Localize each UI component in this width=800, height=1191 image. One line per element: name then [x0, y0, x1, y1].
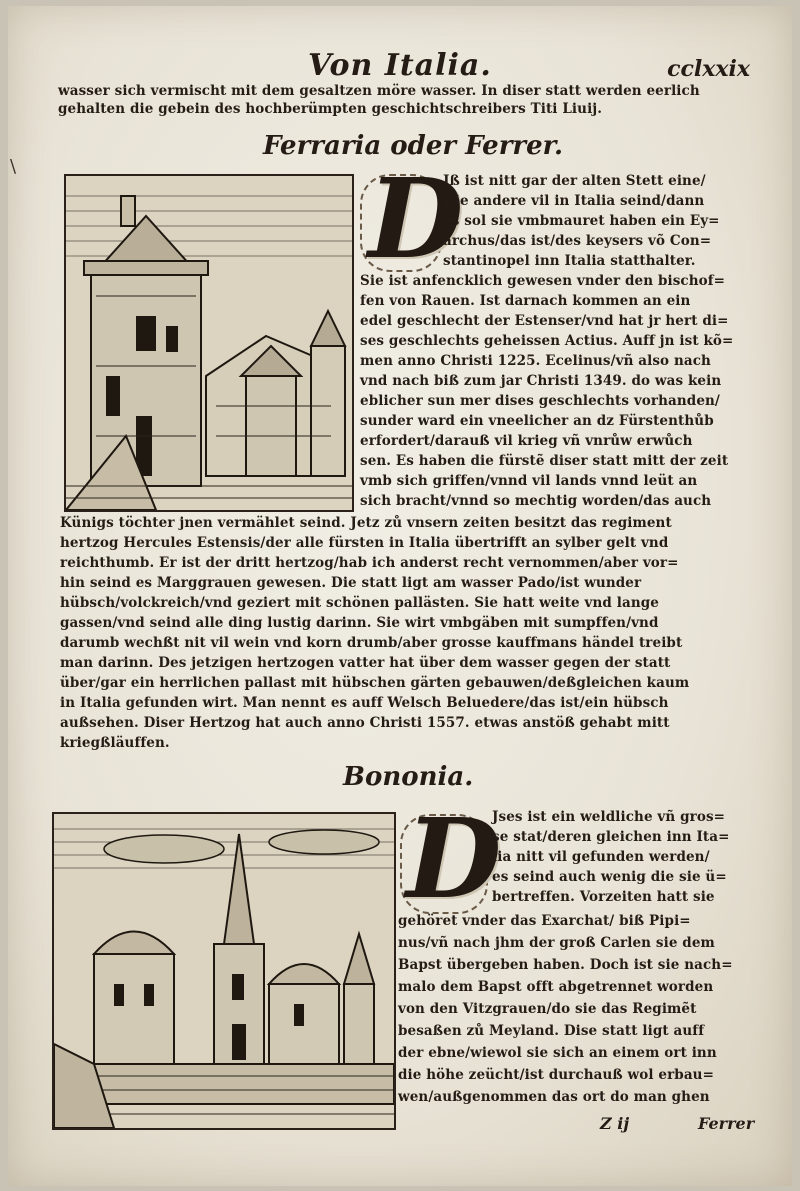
text-line: hertzog Hercules Estensis/der alle fürsten in Italia übertrifft an sylber gelt vnd	[60, 535, 669, 551]
drop-cap-ferraria: D	[368, 154, 464, 283]
page-running-title: Von Italia.	[308, 48, 492, 83]
text-line: besaßen zů Meyland. Dise statt ligt auff	[398, 1023, 705, 1039]
woodcut-ferraria	[64, 174, 354, 512]
text-line: nus/vñ nach jhm der groß Carlen sie dem	[398, 935, 715, 951]
text-line: erfordert/darauß vil krieg vñ vnrůw erwůch	[360, 433, 693, 449]
text-line: der ebne/wiewol sie sich an einem ort inn	[398, 1045, 717, 1061]
text-line: darumb wechßt nit vil wein vnd korn drumb/aber grosse kauffmans händel treibt	[60, 635, 683, 651]
text-line: es seind auch wenig die sie ü=	[492, 869, 727, 885]
text-line: über/gar ein herrlichen pallast mit hübschen gärten gebauwen/deßgleichen kaum	[60, 675, 690, 691]
text-line: stantinopel inn Italia statthalter.	[443, 253, 696, 269]
text-line: archus/das ist/des keysers võ Con=	[443, 233, 712, 249]
text-line: man darinn. Des jetzigen hertzogen vatter hat über dem wasser gegen der statt	[60, 655, 671, 671]
text-line: Künigs töchter jnen vermählet seind. Jetz zů vnsern zeiten besitzt das regiment	[60, 515, 672, 531]
text-line: Jses ist ein weldliche vñ gros=	[492, 809, 726, 825]
woodcut-ferraria-illustration	[66, 176, 352, 510]
text-line: men anno Christi 1225. Ecelinus/vñ also nach	[360, 353, 711, 369]
text-line: gehöret vnder das Exarchat/ biß Pipi=	[398, 913, 691, 929]
text-line: von den Vitzgrauen/do sie das Regimẽt	[398, 1001, 697, 1017]
text-line: hin seind es Marggrauen gewesen. Die statt ligt am wasser Pado/ist wunder	[60, 575, 642, 591]
text-line: in Italia gefunden wirt. Man nennt es auff Welsch Beluedere/das ist/ein hübsch	[60, 695, 669, 711]
text-line: malo dem Bapst offt abgetrennet worden	[398, 979, 714, 995]
text-line: sen. Es haben die fürstẽ diser statt mitt der zeit	[360, 453, 729, 469]
woodcut-bononia-illustration	[54, 814, 394, 1128]
text-line: eblicher sun mer dises geschlechts vorhanden/	[360, 393, 720, 409]
text-line: Bapst übergeben haben. Doch ist sie nach=	[398, 957, 733, 973]
folio-number: cclxxix	[667, 56, 750, 82]
book-page	[8, 6, 792, 1186]
text-line: edel geschlecht der Estenser/vnd hat jr hert di=	[360, 313, 729, 329]
margin-mark: \	[10, 156, 17, 177]
intro-line: wasser sich vermischt mit dem gesaltzen möre wasser. In diser statt werden eerlich	[58, 83, 700, 99]
section-title-bononia: Bononia.	[343, 762, 474, 792]
text-line: die höhe zeücht/ist durchauß wol erbau=	[398, 1067, 715, 1083]
text-line: kriegßläuffen.	[60, 735, 170, 751]
text-line: hübsch/volckreich/vnd geziert mit schönen pallästen. Sie hatt weite vnd lange	[60, 595, 659, 611]
text-line: lia nitt vil gefunden werden/	[492, 849, 710, 865]
text-line: Jß ist nitt gar der alten Stett eine/	[443, 173, 706, 189]
text-line: wen/außgenommen das ort do man ghen	[398, 1089, 710, 1105]
catchword: Ferrer	[698, 1114, 755, 1133]
section-title-ferraria: Ferraria oder Ferrer.	[263, 131, 563, 161]
text-line: Sie ist anfencklich gewesen vnder den bischof=	[360, 273, 726, 289]
text-line: sunder ward ein vneelicher an dz Fürstenthůb	[360, 413, 714, 429]
drop-cap-bononia: D	[406, 794, 502, 923]
text-line: se stat/deren gleichen inn Ita=	[492, 829, 730, 845]
text-line: wie andere vil in Italia seind/dann	[443, 193, 705, 209]
intro-line: gehalten die gebein des hochberümpten geschichtschreibers Titi Liuij.	[58, 101, 603, 117]
text-line: vnd nach biß zum jar Christi 1349. do was kein	[360, 373, 722, 389]
text-line: ses geschlechts geheissen Actius. Auff jn ist kõ=	[360, 333, 734, 349]
text-line: außsehen. Diser Hertzog hat auch anno Christi 1557. etwas anstöß gehabt mitt	[60, 715, 670, 731]
text-line: vmb sich griffen/vnnd vil lands vnnd leüt an	[360, 473, 698, 489]
text-line: reichthumb. Er ist der dritt hertzog/hab ich anderst recht vernommen/aber vor=	[60, 555, 679, 571]
text-line: es sol sie vmbmauret haben ein Ey=	[443, 213, 720, 229]
signature-mark: Z ij	[600, 1114, 630, 1133]
text-line: sich bracht/vnnd so mechtig worden/das auch	[360, 493, 712, 509]
text-line: bertreffen. Vorzeiten hatt sie	[492, 889, 715, 905]
woodcut-bononia	[52, 812, 396, 1130]
text-line: gassen/vnd seind alle ding lustig darinn. Sie wirt vmbgäben mit sumpffen/vnd	[60, 615, 659, 631]
text-line: fen von Rauen. Ist darnach kommen an ein	[360, 293, 691, 309]
